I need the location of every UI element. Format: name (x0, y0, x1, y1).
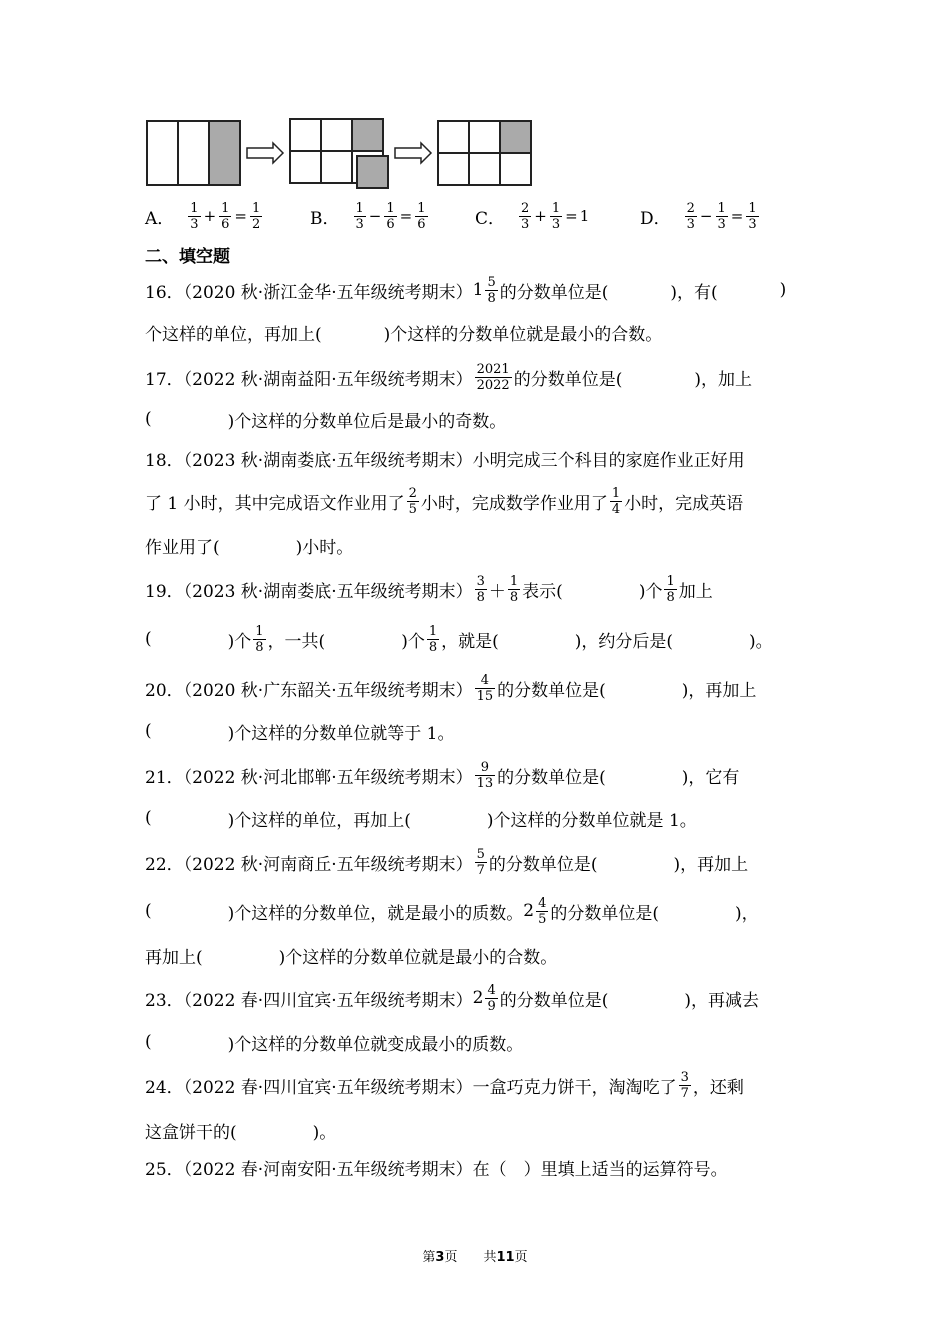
fraction: $\frac{1}{3}$ (551, 200, 561, 232)
q21-line2: ( )个这样的单位，再加上( )个这样的分数单位就是 1。 (145, 808, 697, 831)
fraction-diagram (145, 116, 545, 192)
q22-line1: 22．（2022 秋·河南商丘·五年级统考期末） $\frac{5}{7}$ 的分数单位是( )，再加上 (145, 846, 749, 878)
q17-line2: ( )个这样的分数单位后是最小的奇数。 (145, 409, 507, 432)
q19-line1: 19．（2023 秋·湖南娄底·五年级统考期末） $\frac{3}{8}$ ＋ $\frac{1}{8}$ 表示( )个 $\frac{1}{8}$ 加上 (145, 573, 713, 605)
q23-line1: 23．（2022 春·四川宜宾·五年级统考期末） 2 $\frac{4}{9}$ 的分数单位是( )，再减去 (145, 982, 759, 1014)
q16-line1: 16．（2020 秋·浙江金华·五年级统考期末） 1 $\frac{5}{8}$ 的分数单位是( )，有( ) (145, 274, 787, 306)
mixed-number: 2 $\frac{4}{9}$ (472, 982, 496, 1014)
q19-line2: ( )个 $\frac{1}{8}$ ，一共( )个 $\frac{1}{8}$ ，就是( )，约分后是( )。 (145, 623, 773, 655)
q16-line2: 个这样的单位，再加上( )个这样的分数单位就是最小的合数。 (145, 324, 663, 345)
q20-line2: ( )个这样的分数单位就等于 1。 (145, 721, 455, 744)
option-b[interactable]: B． $\frac{1}{3}$ − $\frac{1}{6}$ = $\frac{1}{6}$ (310, 200, 426, 232)
q18-line1: 18．（2023 秋·湖南娄底·五年级统考期末）小明完成三个科目的家庭作业正好用 (145, 450, 745, 471)
diagram-rect-thirds (147, 121, 240, 185)
q20-line1: 20．（2020 秋·广东韶关·五年级统考期末） $\frac{4}{15}$ 的分数单位是( )，再加上 (145, 672, 757, 704)
option-c[interactable]: C． $\frac{2}{3}$ + $\frac{1}{3}$ = 1 (475, 200, 590, 232)
q18-line3: 作业用了( )小时。 (145, 537, 354, 558)
q22-line3: 再加上( )个这样的分数单位就是最小的合数。 (145, 947, 558, 968)
q24-line1: 24．（2022 春·四川宜宾·五年级统考期末）一盒巧克力饼干，淘淘吃了 $\frac{3}{7}$ ，还剩 (145, 1069, 744, 1101)
fraction: $\frac{1}{6}$ (386, 200, 395, 232)
mixed-number: 1 $\frac{5}{8}$ (472, 274, 496, 306)
option-a[interactable]: A． $\frac{1}{3}$ + $\frac{1}{6}$ = $\frac{1}{2}$ (145, 200, 261, 232)
option-label: D． (640, 208, 671, 229)
diagram-rect-sixths-result (438, 121, 531, 185)
page-footer: 第3页 共11页 (422, 1250, 528, 1265)
option-d[interactable]: D． $\frac{2}{3}$ − $\frac{1}{3}$ = $\frac{1}{3}$ (640, 200, 757, 232)
option-label: C． (475, 208, 506, 229)
fraction: $\frac{2}{3}$ (521, 200, 530, 232)
q25-line1: 25．（2022 春·河南安阳·五年级统考期末）在（ ）里填上适当的运算符号。 (145, 1159, 728, 1180)
q18-line2: 了 1 小时，其中完成语文作业用了 $\frac{2}{5}$ 小时，完成数学作业用了 $\frac{1}{4}$ 小时，完成英语 (145, 485, 744, 517)
fraction: $\frac{1}{2}$ (252, 200, 261, 232)
q21-line1: 21．（2022 秋·河北邯郸·五年级统考期末） $\frac{9}{13}$ 的分数单位是( )，它有 (145, 759, 740, 791)
diagram-rect-sixths-split (290, 119, 388, 188)
option-label: A． (145, 208, 175, 229)
q22-line2: ( )个这样的分数单位，就是最小的质数。 2 $\frac{4}{5}$ 的分数单位是( )， (145, 895, 759, 927)
fraction: $\frac{1}{3}$ (717, 200, 726, 232)
diagram-arrow-1 (247, 143, 283, 163)
option-label: B． (310, 208, 340, 229)
q17-line1: 17．（2022 秋·湖南益阳·五年级统考期末） $\frac{2021}{2022}$ 的分数单位是( )，加上 (145, 361, 752, 393)
mixed-number: 2 $\frac{4}{5}$ (523, 895, 547, 927)
fraction: $\frac{1}{6}$ (221, 200, 230, 232)
fraction: $\frac{1}{6}$ (417, 200, 426, 232)
section-title: 二、填空题 (145, 247, 230, 267)
diagram-arrow-2 (395, 143, 431, 163)
fraction: $\frac{2}{3}$ (686, 200, 695, 232)
answer-options (145, 196, 845, 236)
fraction: $\frac{1}{3}$ (355, 200, 364, 232)
q24-line2: 这盒饼干的( )。 (145, 1122, 337, 1143)
q23-line2: ( )个这样的分数单位就变成最小的质数。 (145, 1032, 524, 1055)
fraction: $\frac{1}{3}$ (190, 200, 199, 232)
fraction: $\frac{1}{3}$ (748, 200, 757, 232)
